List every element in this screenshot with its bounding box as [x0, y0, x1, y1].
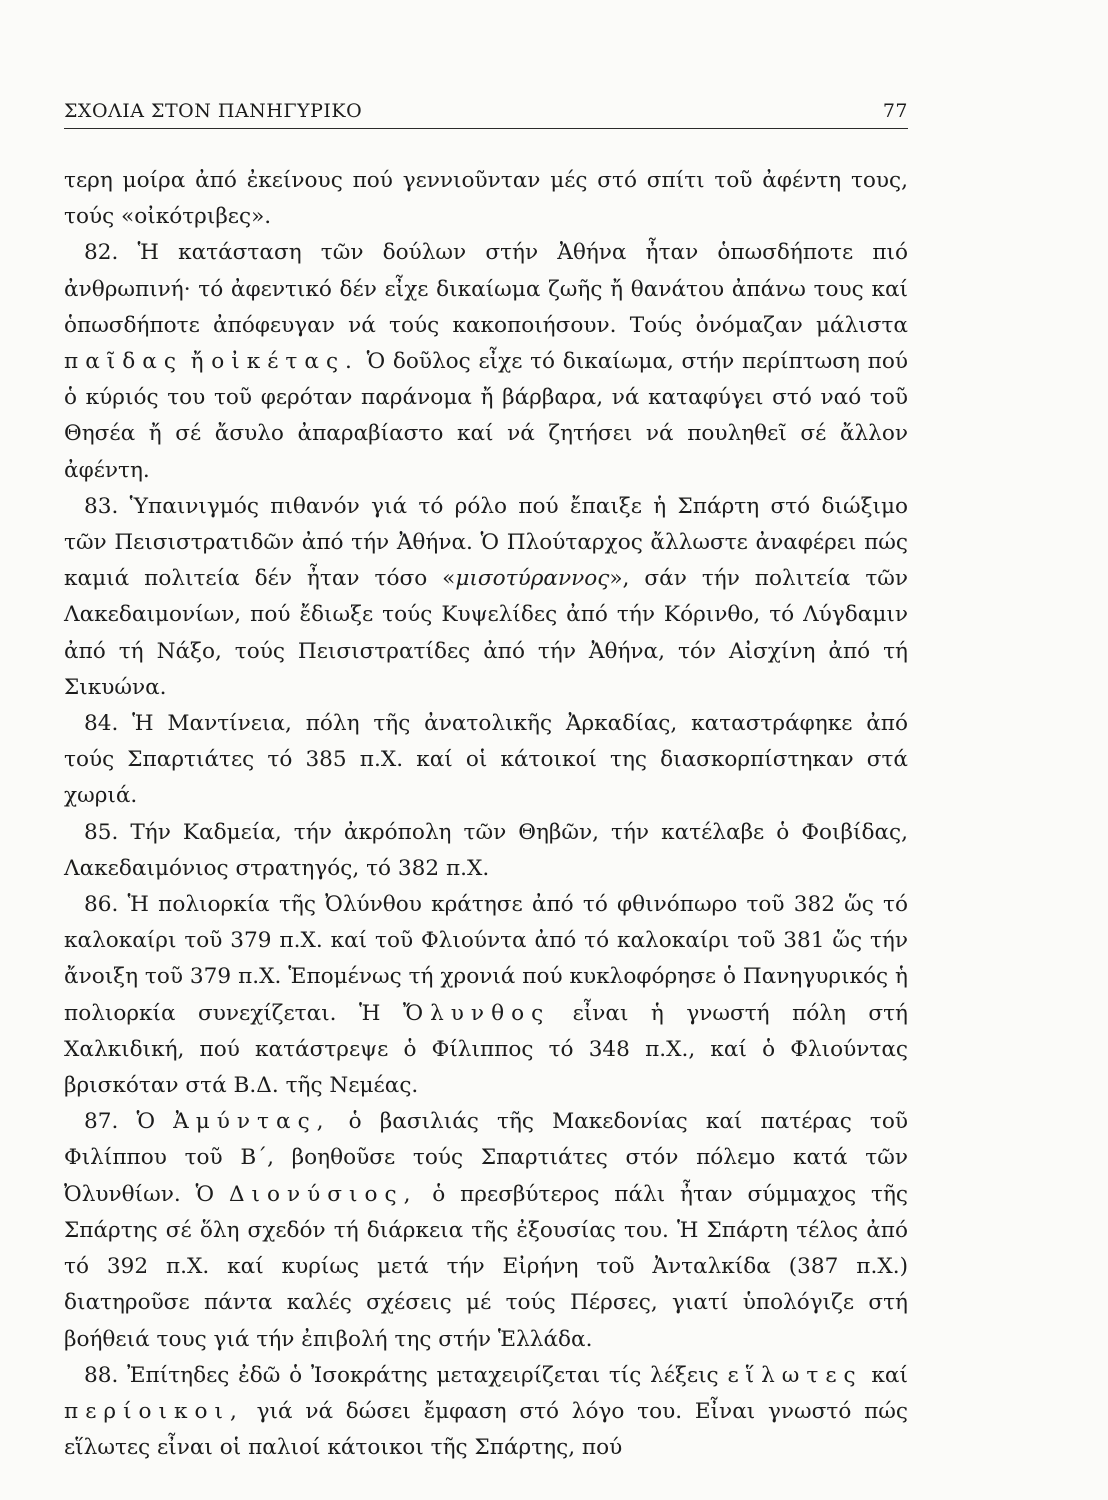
note-text: Ὁ δοῦλος εἶχε τό δικαίωμα, στήν περίπτωση πού ὁ κύριός του τοῦ φερόταν παράνομα ἤ βάρβαρα, νά καταφύγει στό ναό τοῦ Θησέα ἤ σέ ἄσυλο ἀπαραβίαστο καί νά ζητήσει νά πουληθεῖ σέ ἄλλον ἀφέντη.	[64, 349, 908, 483]
spaced-word: Ἀμύντας,	[173, 1109, 331, 1135]
note-text: τερη μοίρα ἀπό ἐκείνους πού γεννιοῦνταν μές στό σπίτι τοῦ ἀφέντη τους, τούς «οἰκότριβες».	[64, 168, 908, 230]
note-text: ὁ βασιλιάς τῆς Μακεδονίας καί πατέρας τοῦ Φιλίππου τοῦ Β΄, βοηθοῦσε τούς Σπαρτιάτες στόν πόλεμο κατά τῶν Ὀλυνθίων. Ὁ	[64, 1109, 908, 1207]
spaced-word: Διονύσιος,	[228, 1181, 418, 1207]
note-87	[64, 1104, 908, 1357]
note-continuation	[64, 163, 908, 235]
spaced-word: Ὄλυνθος	[402, 1000, 551, 1026]
notes-body	[64, 163, 908, 1466]
note-text: 83. Ὑπαινιγμός πιθανόν γιά τό ρόλο πού ἔπαιξε ἡ Σπάρτη στό διώξιμο τῶν Πεισιστρατιδῶν ἀπό τήν Ἀθήνα. Ὁ Πλούταρχος ἄλλωστε ἀναφέρει πώς καμιά πολιτεία δέν ἦταν τόσο «	[64, 493, 908, 592]
note-82	[64, 235, 908, 488]
note-text: 82. Ἡ κατάσταση τῶν δούλων στήν Ἀθήνα ἦταν ὁπωσδήποτε πιό ἀνθρωπινή· τό ἀφεντικό δέν εἶχε δικαίωμα ζωῆς ἤ θανάτου ἀπάνω τους καί ὁπωσδήποτε ἀπόφευγαν νά τούς κακοποιήσουν. Τούς ὀνόμαζαν μάλιστα	[64, 240, 908, 338]
spaced-word: παῖδας	[64, 349, 183, 375]
note-text: εἶναι ἡ γνωστή πόλη στή Χαλκιδική, πού κατάστρεψε ὁ Φίλιππος τό 348 π.Χ., καί ὁ Φλιούντας βρισκόταν στά Β.Δ. τῆς Νεμέας.	[64, 1000, 908, 1099]
note-text: », σάν τήν πολιτεία τῶν Λακεδαιμονίων, πού ἔδιωξε τούς Κυψελίδες ἀπό τήν Κόρινθο, τό Λύγδαμιν ἀπό τή Νάξο, τούς Πεισιστρατίδες ἀπό τήν Ἀθήνα, τόν Αἰσχίνη ἀπό τή Σικυώνα.	[64, 566, 908, 700]
note-85	[64, 815, 908, 887]
running-title: ΣΧΟΛΙΑ ΣΤΟΝ ΠΑΝΗΓΥΡΙΚΟ	[64, 100, 363, 122]
note-text: ἤ	[190, 349, 204, 375]
page-number: 77	[882, 100, 908, 122]
note-88	[64, 1358, 908, 1467]
book-page	[64, 94, 908, 1466]
note-text: 85. Τήν Καδμεία, τήν ἀκρόπολη τῶν Θηβῶν, τήν κατέλαβε ὁ Φοιβίδας, Λακεδαιμόνιος στρατηγός, τό 382 π.Χ.	[64, 819, 908, 881]
note-84	[64, 706, 908, 815]
note-text: 84. Ἡ Μαντίνεια, πόλη τῆς ἀνατολικῆς Ἀρκαδίας, καταστράφηκε ἀπό τούς Σπαρτιάτες τό 385 π.Χ. καί οἱ κάτοικοί της διασκορπίστηκαν στά χωριά.	[64, 711, 908, 809]
spaced-word: περίοικοι,	[64, 1398, 244, 1424]
note-86	[64, 887, 908, 1104]
note-text: γιά νά δώσει ἔμφαση στό λόγο του. Εἶναι γνωστό πώς εἵλωτες εἶναι οἱ παλιοί κάτοικοι τῆς Σπάρτης, πού	[64, 1398, 908, 1461]
running-head	[64, 94, 908, 129]
note-text: 88. Ἐπίτηδες ἐδῶ ὁ Ἰσοκράτης μεταχειρίζεται τίς λέξεις	[84, 1362, 719, 1388]
note-text: καί	[871, 1362, 908, 1388]
note-text: 86. Ἡ πολιορκία τῆς Ὀλύνθου κράτησε ἀπό τό φθινόπωρο τοῦ 382 ὥς τό καλοκαίρι τοῦ 379 π.Χ. καί τοῦ Φλιούντα ἀπό τό καλοκαίρι τοῦ 381 ὥς τήν ἄνοιξη τοῦ 379 π.Χ. Ἑπομένως τή χρονιά πού κυκλοφόρησε ὁ Πανηγυρικός ἡ πολιορκία συνεχίζεται. Ἡ	[64, 892, 908, 1026]
spaced-word: οἰκέτας.	[211, 349, 359, 375]
note-text: ὁ πρεσβύτερος πάλι ἦταν σύμμαχος τῆς Σπάρτης σέ ὅλη σχεδόν τή διάρκεια τῆς ἐξουσίας του. Ἡ Σπάρτη τέλος ἀπό τό 392 π.Χ. καί κυρίως μετά τήν Εἰρήνη τοῦ Ἀνταλκίδα (387 π.Χ.) διατηροῦσε πάντα καλές σχέσεις μέ τούς Πέρσες, γιατί ὑπολόγιζε στή βοήθειά τους γιά τήν ἐπιβολή της στήν Ἑλλάδα.	[64, 1181, 908, 1352]
note-83	[64, 489, 908, 706]
italic-word: μισοτύραννος	[455, 566, 610, 592]
note-text: 87. Ὁ	[84, 1109, 156, 1135]
spaced-word: εἵλωτες	[727, 1362, 863, 1388]
